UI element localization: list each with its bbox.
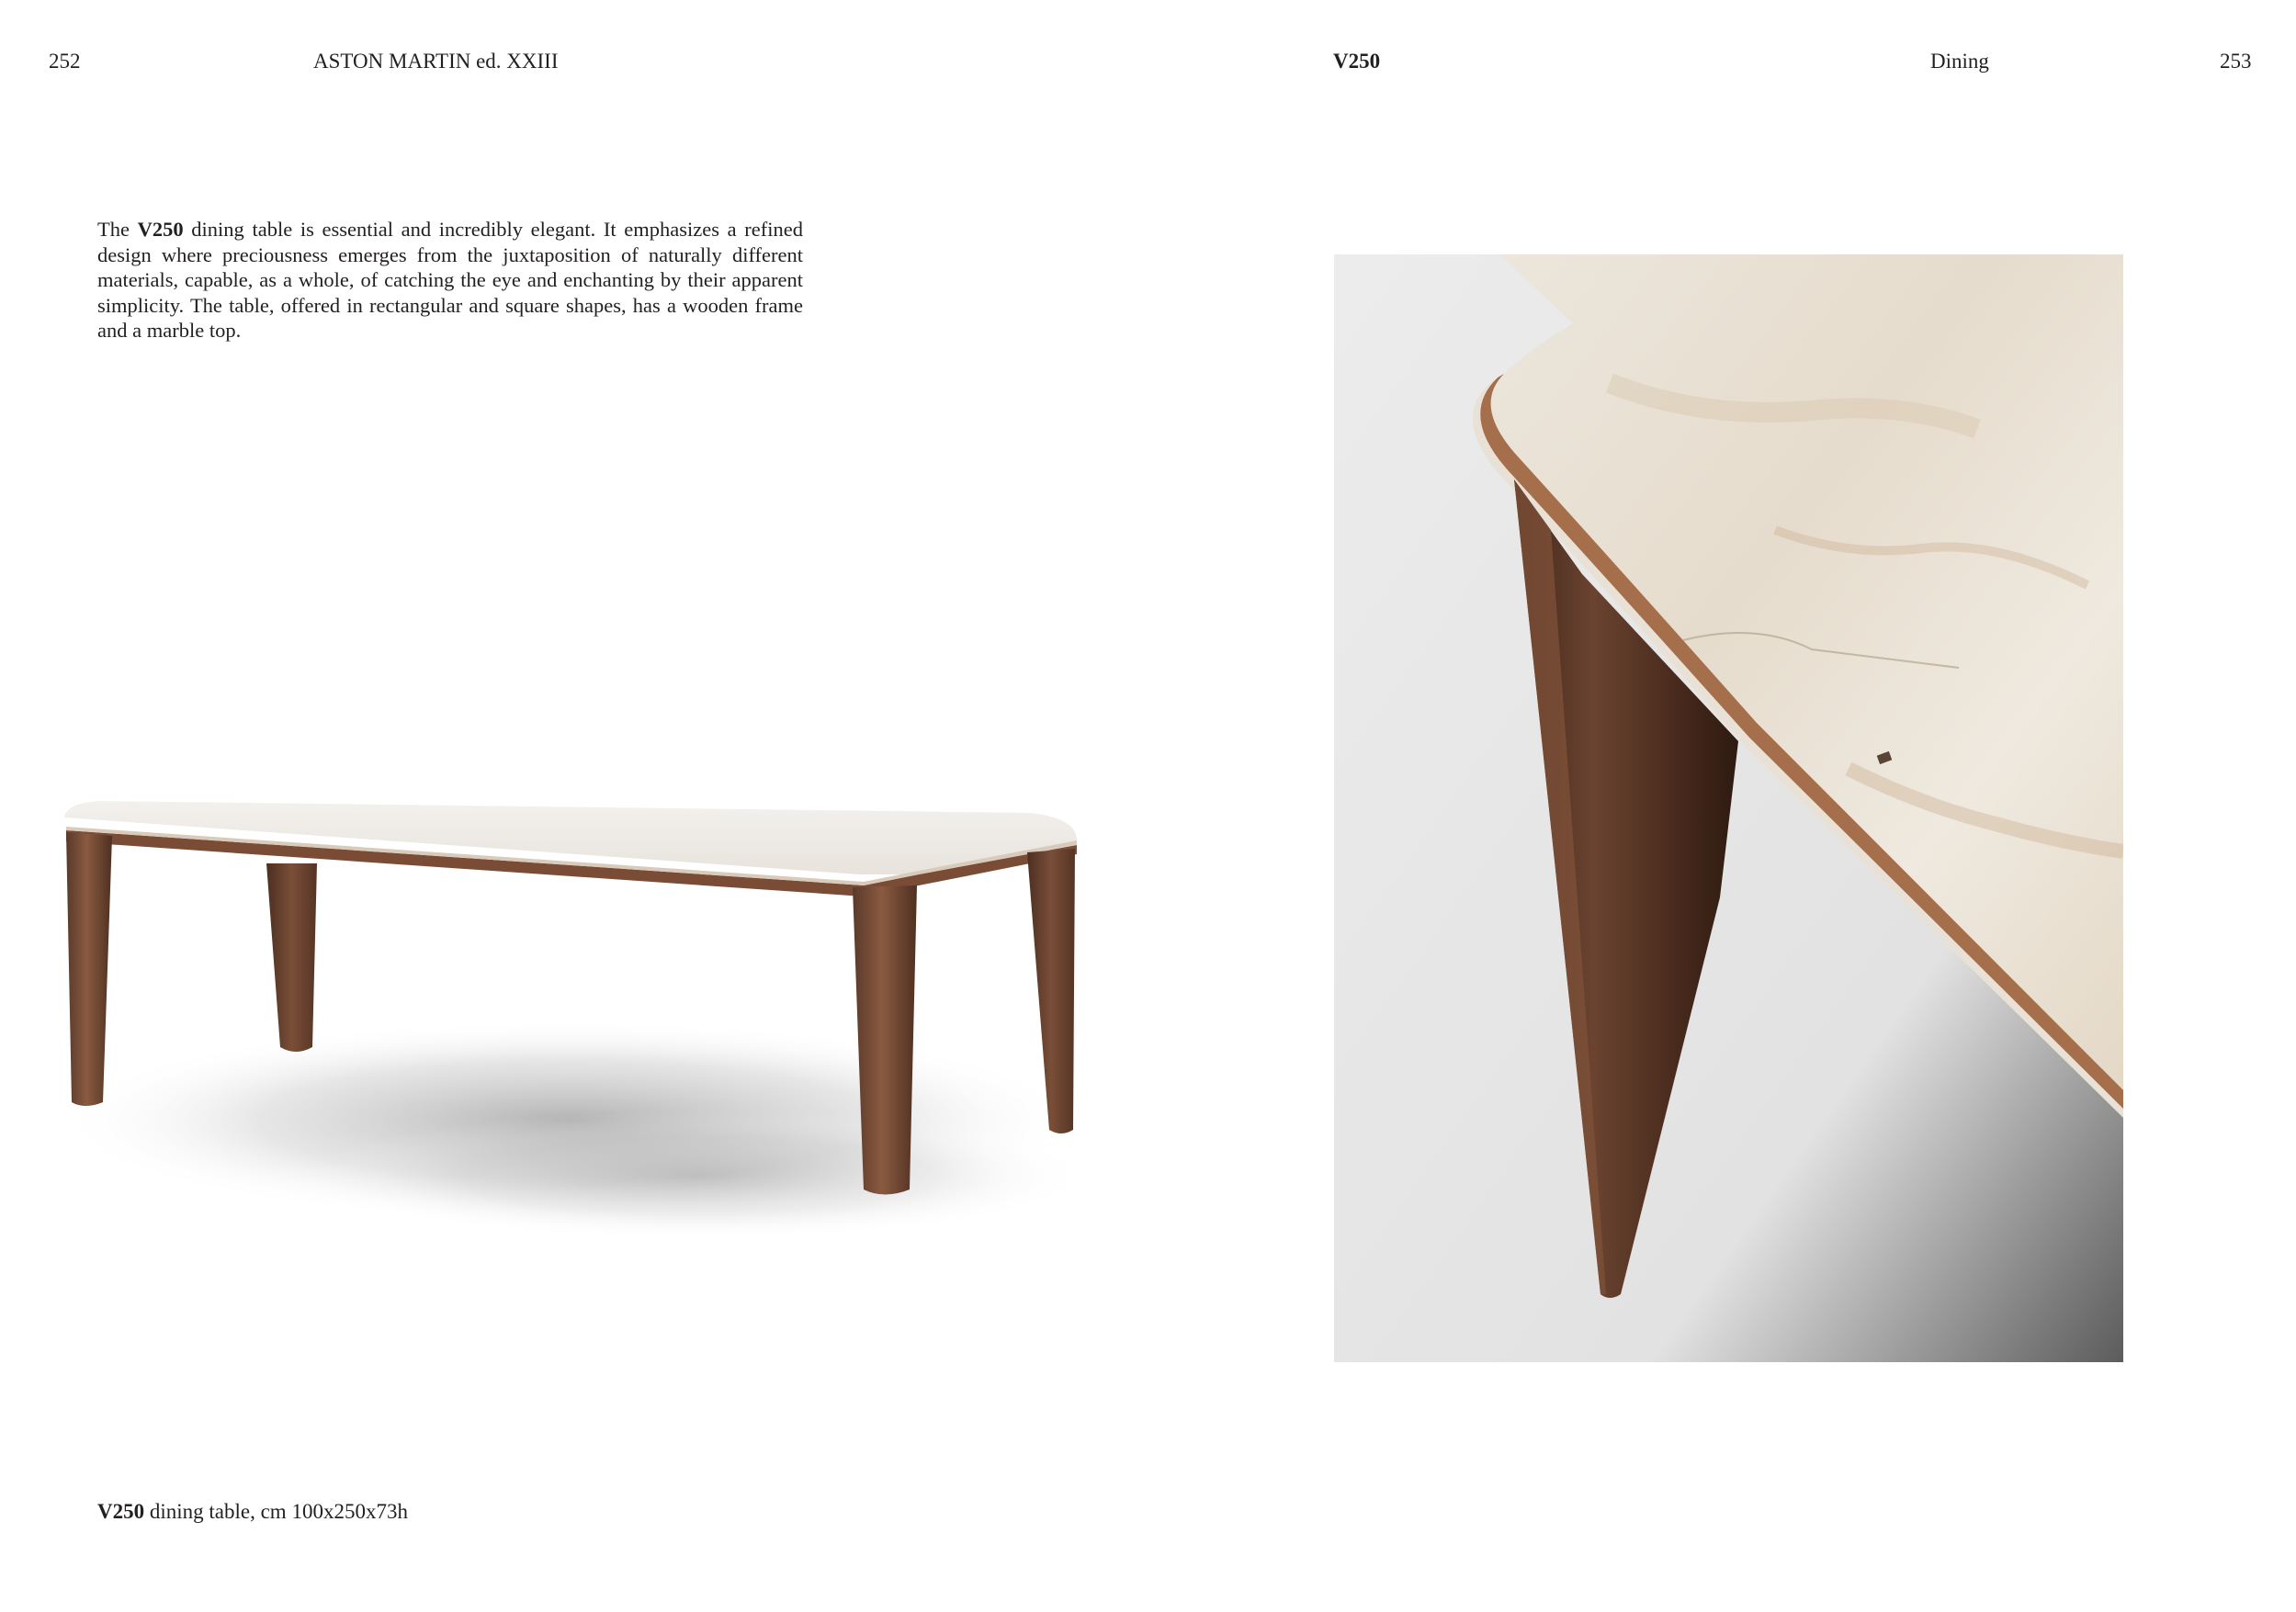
section-title: Dining	[1930, 50, 1989, 73]
product-title: V250	[1333, 50, 1381, 73]
intro-lead: The	[97, 218, 138, 241]
table-corner-detail-photo	[1334, 254, 2123, 1362]
dining-table-photo	[0, 772, 1121, 1286]
caption-product-name: V250	[97, 1500, 145, 1523]
intro-paragraph	[97, 217, 803, 344]
intro-body: dining table is essential and incredibly elegant. It emphasizes a refined design where preciousness emerges from the juxtaposition of naturally different materials, capable, as a whole, of catching the eye and enchanting by their apparent simplicity. The table, offered in rectangular and square shapes, has a wooden frame and a marble top.	[97, 218, 804, 343]
intro-product-name: V250	[137, 218, 184, 241]
left-page-number: 252	[49, 50, 81, 73]
right-page-number: 253	[2220, 50, 2252, 73]
product-caption	[97, 1498, 408, 1526]
caption-text: dining table, cm 100x250x73h	[144, 1500, 408, 1523]
collection-title: ASTON MARTIN ed. XXIII	[313, 50, 559, 73]
